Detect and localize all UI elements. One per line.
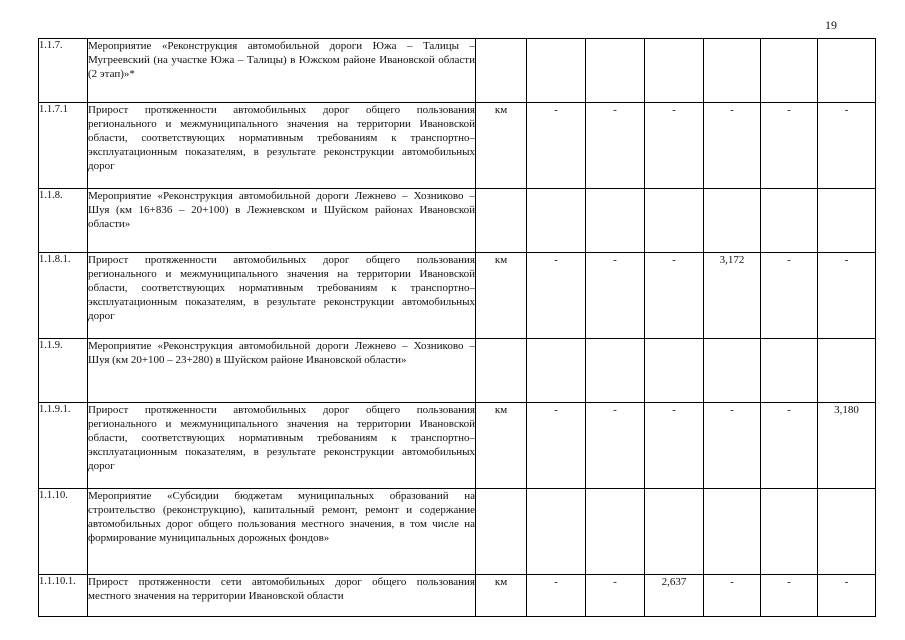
row-value: - xyxy=(527,403,586,489)
row-value xyxy=(704,489,761,575)
row-value xyxy=(586,489,645,575)
row-code: 1.1.10. xyxy=(39,489,88,575)
row-value: - xyxy=(818,103,876,189)
row-description: Мероприятие «Реконструкция автомобильной дороги Лежнево – Хозниково – Шуя (км 20+100 – 23+280) в Шуйском районе Ивановской области» xyxy=(88,339,476,403)
row-value: - xyxy=(818,575,876,617)
row-unit xyxy=(476,489,527,575)
row-value xyxy=(645,189,704,253)
row-value: - xyxy=(527,103,586,189)
row-description: Прирост протяженности автомобильных дорог общего пользования регионального и межмуниципального значения на территории Ивановской области, соответствующих нормативным требованиям к транспортно–эксплуатационным показателям, в результате реконструкции автомобильных дорог xyxy=(88,253,476,339)
row-value xyxy=(704,189,761,253)
row-value xyxy=(527,39,586,103)
row-unit: км xyxy=(476,575,527,617)
row-value xyxy=(761,39,818,103)
row-unit: км xyxy=(476,403,527,489)
table-row xyxy=(39,39,876,103)
row-code: 1.1.9.1. xyxy=(39,403,88,489)
row-value: - xyxy=(586,575,645,617)
row-value xyxy=(761,339,818,403)
row-code: 1.1.8. xyxy=(39,189,88,253)
row-value xyxy=(761,489,818,575)
row-value xyxy=(645,489,704,575)
row-value xyxy=(818,339,876,403)
row-unit xyxy=(476,189,527,253)
row-value xyxy=(761,189,818,253)
row-code: 1.1.10.1. xyxy=(39,575,88,617)
row-unit: км xyxy=(476,103,527,189)
row-value xyxy=(586,39,645,103)
row-value: - xyxy=(761,575,818,617)
row-code: 1.1.9. xyxy=(39,339,88,403)
row-value: - xyxy=(704,103,761,189)
table-row xyxy=(39,253,876,339)
table-row xyxy=(39,403,876,489)
row-description: Мероприятие «Реконструкция автомобильной дороги Лежнево – Хозниково – Шуя (км 16+836 – 20+100) в Лежневском и Шуйском районах Ивановской области» xyxy=(88,189,476,253)
row-value: - xyxy=(761,403,818,489)
row-unit: км xyxy=(476,253,527,339)
table-body xyxy=(39,39,876,617)
page-number: 19 xyxy=(825,18,837,32)
row-value: - xyxy=(704,403,761,489)
row-value: - xyxy=(527,253,586,339)
row-description: Прирост протяженности сети автомобильных дорог общего пользования местного значения на территории Ивановской области xyxy=(88,575,476,617)
row-value: - xyxy=(761,253,818,339)
row-code: 1.1.8.1. xyxy=(39,253,88,339)
row-value: - xyxy=(586,403,645,489)
row-value xyxy=(586,339,645,403)
row-value: - xyxy=(761,103,818,189)
indicators-table xyxy=(38,38,876,617)
row-value: 3,180 xyxy=(818,403,876,489)
row-value: - xyxy=(704,575,761,617)
row-code: 1.1.7.1 xyxy=(39,103,88,189)
row-value: - xyxy=(586,103,645,189)
row-code: 1.1.7. xyxy=(39,39,88,103)
table-row xyxy=(39,489,876,575)
row-value xyxy=(586,189,645,253)
row-value: - xyxy=(818,253,876,339)
row-value xyxy=(818,489,876,575)
row-value: - xyxy=(645,403,704,489)
row-value: - xyxy=(645,103,704,189)
row-value xyxy=(527,489,586,575)
row-value xyxy=(527,339,586,403)
table-row xyxy=(39,339,876,403)
table-row xyxy=(39,103,876,189)
row-value xyxy=(818,39,876,103)
row-value xyxy=(818,189,876,253)
row-value xyxy=(645,39,704,103)
table-row xyxy=(39,189,876,253)
row-value: - xyxy=(527,575,586,617)
row-value xyxy=(704,339,761,403)
row-value: - xyxy=(586,253,645,339)
row-description: Прирост протяженности автомобильных дорог общего пользования регионального и межмуниципального значения на территории Ивановской области, соответствующих нормативным требованиям к транспортно–эксплуатационным показателям, в результате реконструкции автомобильных дорог xyxy=(88,403,476,489)
row-unit xyxy=(476,339,527,403)
row-description: Мероприятие «Реконструкция автомобильной дороги Южа – Талицы – Мугреевский (на участке Южа – Талицы) в Южском районе Ивановской области (2 этап)»* xyxy=(88,39,476,103)
row-value xyxy=(704,39,761,103)
row-value: 3,172 xyxy=(704,253,761,339)
table-row xyxy=(39,575,876,617)
row-description: Мероприятие «Субсидии бюджетам муниципальных образований на строительство (реконструкцию), капитальный ремонт, ремонт и содержание автомобильных дорог общего пользования местного значения, в том числе на формирование муниципальных дорожных фондов» xyxy=(88,489,476,575)
row-unit xyxy=(476,39,527,103)
row-value xyxy=(645,339,704,403)
row-value: - xyxy=(645,253,704,339)
row-description: Прирост протяженности автомобильных дорог общего пользования регионального и межмуниципального значения на территории Ивановской области, соответствующих нормативным требованиям к транспортно–эксплуатационным показателям, в результате реконструкции автомобильных дорог xyxy=(88,103,476,189)
row-value xyxy=(527,189,586,253)
row-value: 2,637 xyxy=(645,575,704,617)
